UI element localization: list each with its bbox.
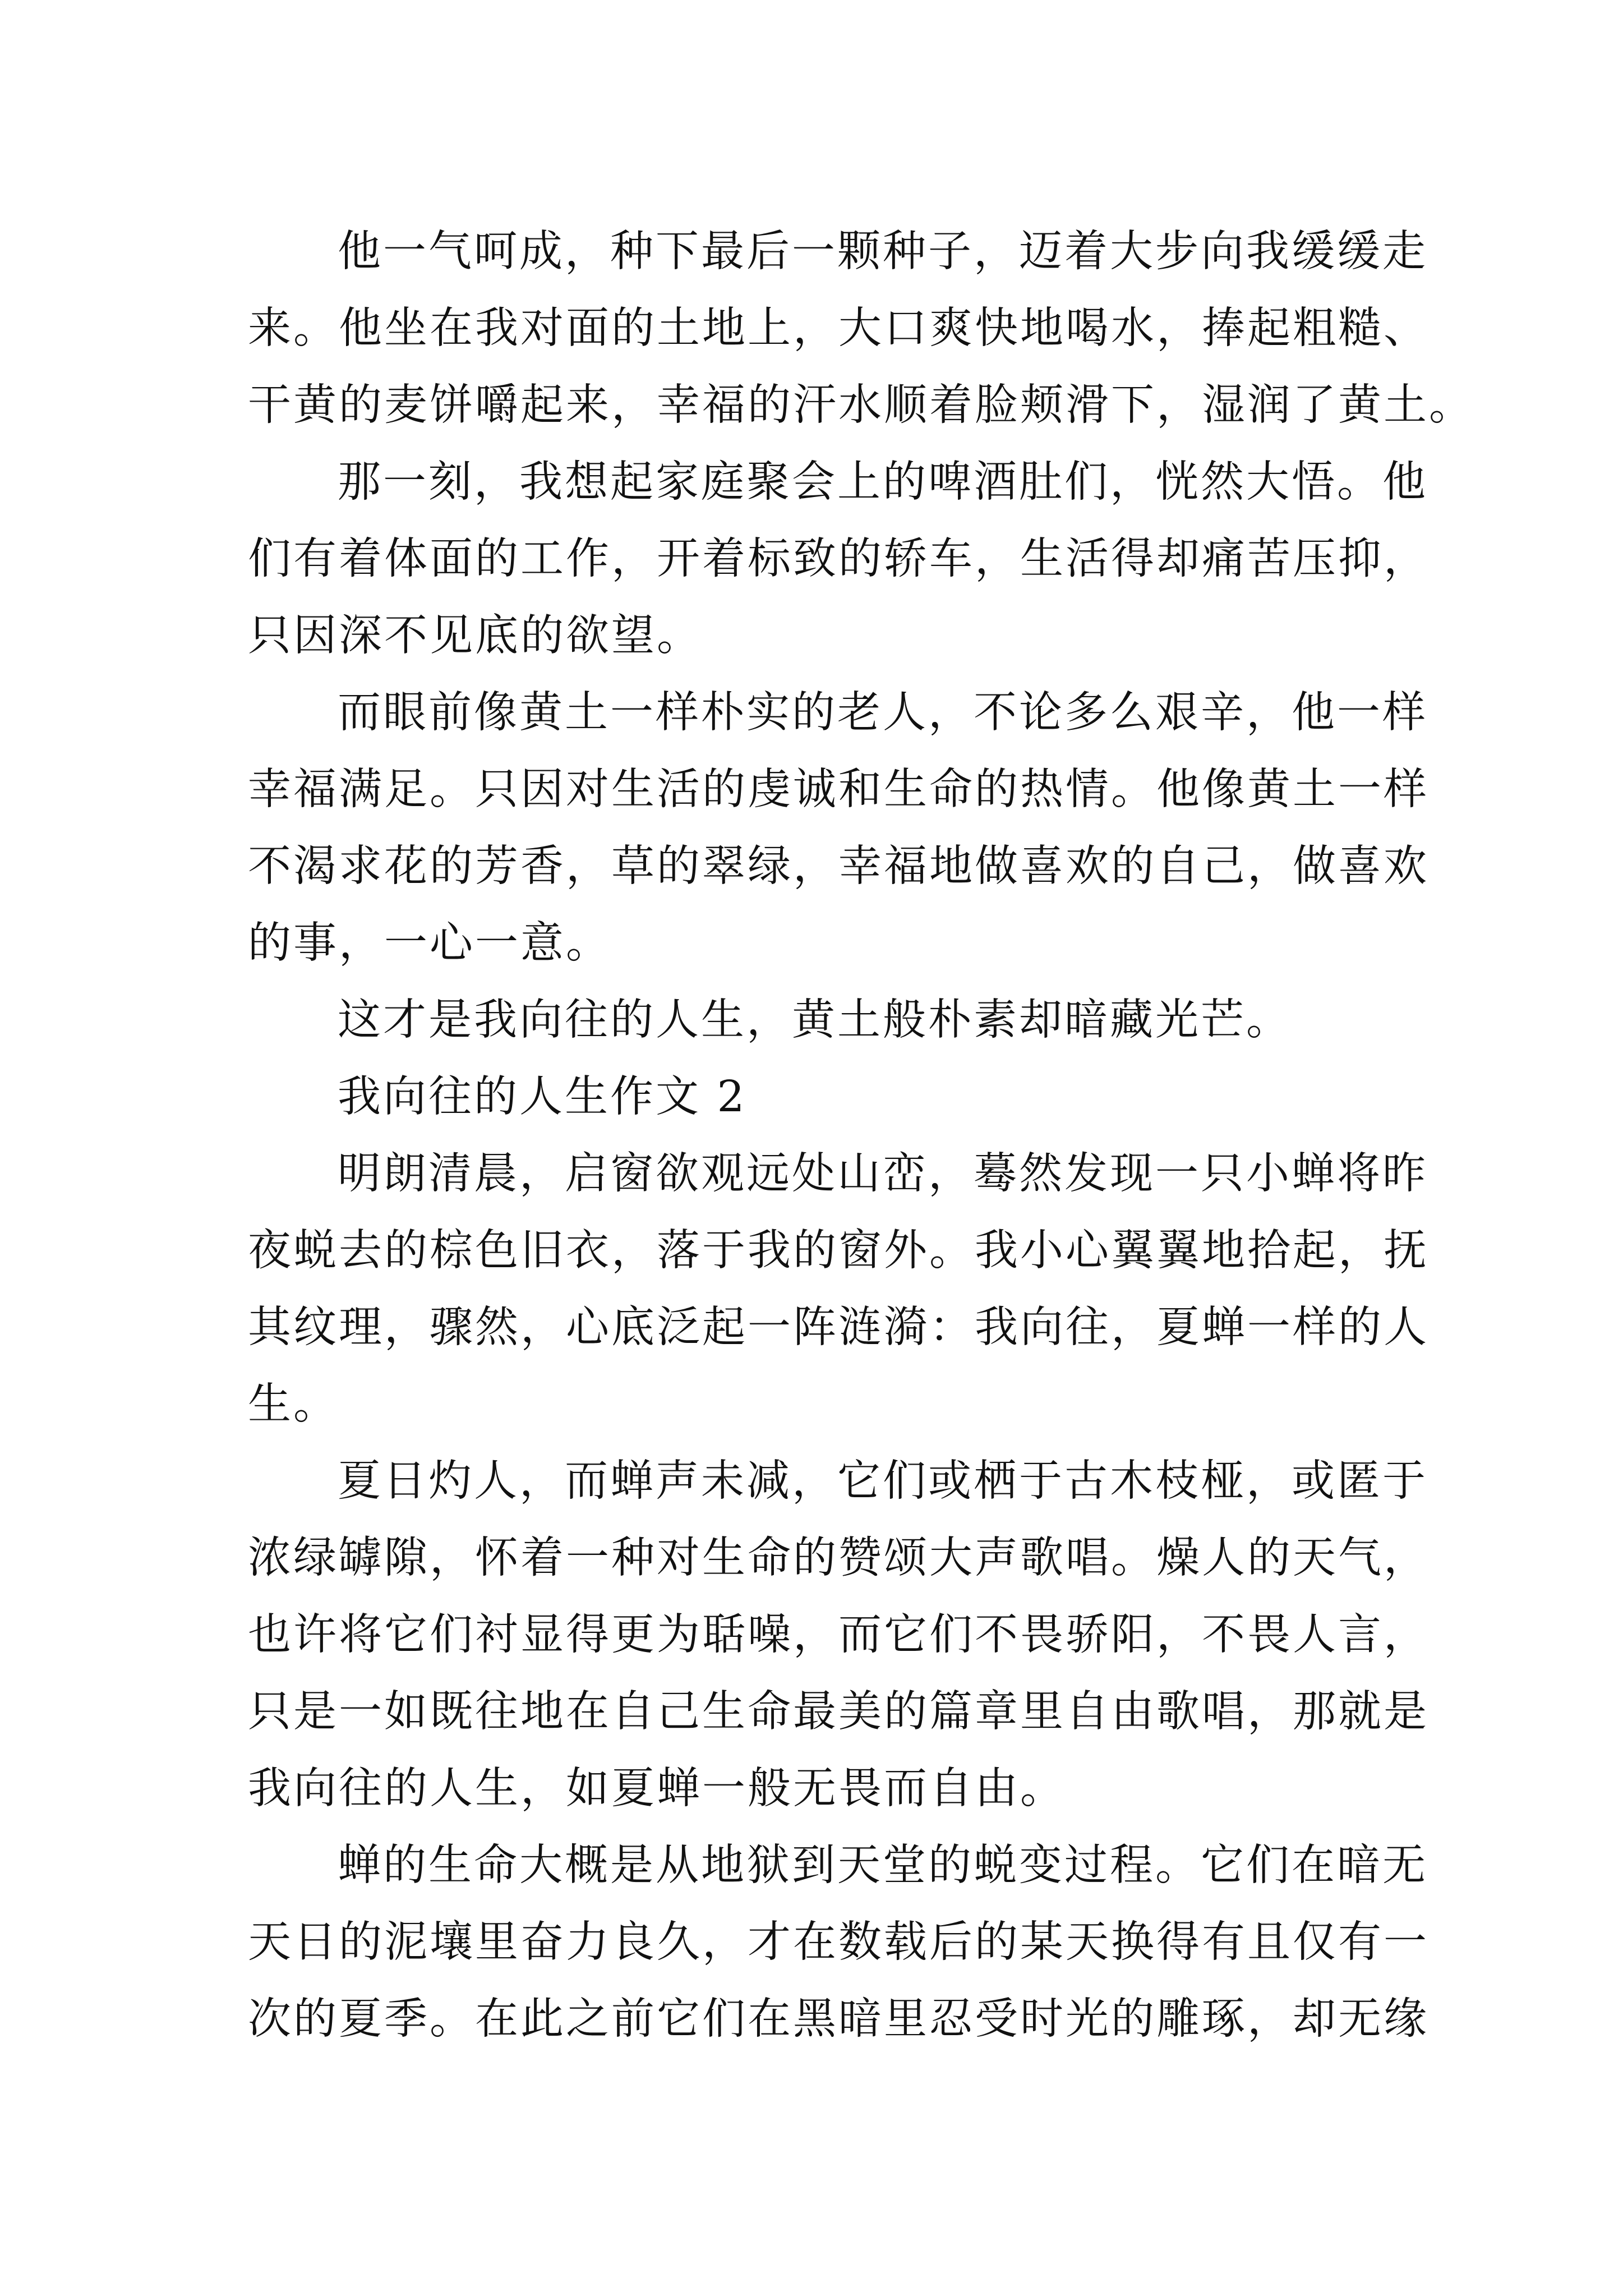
paragraph-line: 只是一如既往地在自己生命最美的篇章里自由歌唱，那就是 — [248, 1687, 1429, 1737]
paragraph-line: 蝉的生命大概是从地狱到天堂的蜕变过程。它们在暗无 — [338, 1841, 1428, 1890]
paragraph-line: 明朗清晨，启窗欲观远处山峦，蓦然发现一只小蝉将昨 — [338, 1149, 1428, 1199]
paragraph-line: 干黄的麦饼嚼起来，幸福的汗水顺着脸颊滑下，湿润了黄土。 — [248, 380, 1474, 430]
paragraph-line: 其纹理，骤然，心底泛起一阵涟漪：我向往，夏蝉一样的人 — [248, 1303, 1429, 1352]
paragraph-line: 也许将它们衬显得更为聒噪，而它们不畏骄阳，不畏人言， — [248, 1610, 1429, 1660]
paragraph-line: 而眼前像黄土一样朴实的老人，不论多么艰辛，他一样 — [338, 688, 1428, 738]
paragraph — [248, 1827, 1429, 2058]
section-heading — [248, 1059, 1392, 1135]
paragraph — [248, 1443, 1429, 1827]
paragraph-line: 浓绿罅隙，怀着一种对生命的赞颂大声歌唱。燥人的天气， — [248, 1533, 1429, 1583]
paragraph-line: 那一刻，我想起家庭聚会上的啤酒肚们，恍然大悟。他 — [338, 457, 1428, 507]
paragraph — [248, 1135, 1429, 1443]
paragraph-line: 这才是我向往的人生，黄土般朴素却暗藏光芒。 — [338, 995, 1292, 1045]
document-body — [248, 213, 1474, 2058]
paragraph-line: 夜蜕去的棕色旧衣，落于我的窗外。我小心翼翼地拾起，抚 — [248, 1226, 1429, 1276]
paragraph-line: 的事，一心一意。 — [248, 918, 611, 968]
paragraph-line: 夏日灼人，而蝉声未减，它们或栖于古木枝桠，或匿于 — [338, 1456, 1428, 1506]
section-heading-text: 我向往的人生作文 2 — [338, 1072, 747, 1122]
paragraph — [248, 213, 1474, 444]
paragraph — [248, 982, 1392, 1059]
paragraph-line: 生。 — [248, 1379, 339, 1429]
paragraph-line: 只因深不见底的欲望。 — [248, 611, 702, 661]
paragraph — [248, 444, 1429, 674]
paragraph-line: 来。他坐在我对面的土地上，大口爽快地喝水，捧起粗糙、 — [248, 303, 1429, 353]
paragraph-line: 次的夏季。在此之前它们在黑暗里忍受时光的雕琢，却无缘 — [248, 1994, 1429, 2044]
paragraph-line: 天日的泥壤里奋力良久，才在数载后的某天换得有且仅有一 — [248, 1917, 1429, 1967]
paragraph-line: 幸福满足。只因对生活的虔诚和生命的热情。他像黄土一样 — [248, 765, 1429, 815]
paragraph-line: 他一气呵成，种下最后一颗种子，迈着大步向我缓缓走 — [338, 227, 1428, 277]
paragraph-line: 我向往的人生，如夏蝉一般无畏而自由。 — [248, 1764, 1066, 1814]
paragraph-line: 不渴求花的芳香，草的翠绿，幸福地做喜欢的自己，做喜欢 — [248, 841, 1429, 891]
paragraph — [248, 674, 1429, 982]
paragraph-line: 们有着体面的工作，开着标致的轿车，生活得却痛苦压抑， — [248, 534, 1429, 584]
